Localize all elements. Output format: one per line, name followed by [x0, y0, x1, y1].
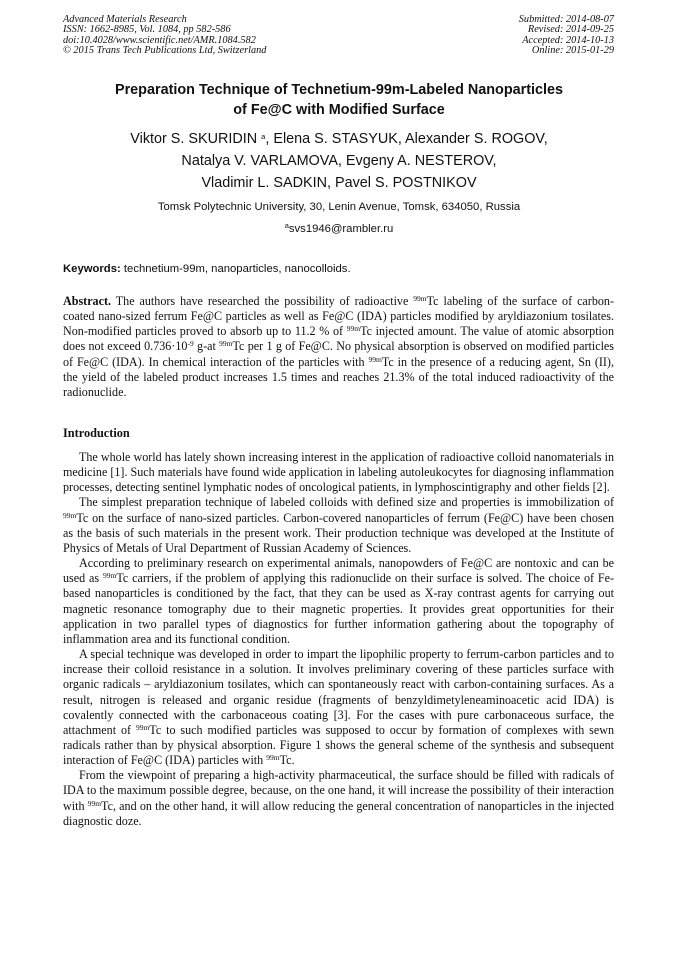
abstract-text: Tc per 1 g of Fe@C. No physical absorption is observed on modified particles of Fe@C (IDA). In chemical interaction of the particles with — [63, 339, 614, 369]
keywords-label: Keywords: — [63, 263, 121, 275]
section-heading-introduction: Introduction — [63, 426, 130, 440]
abstract-text: Tc in the presence of a reducing agent, Sn (II), the yield of the labeled product increases 1.5 times and reaches 21.3% of the total induced radioactivity of the radionuclide. — [63, 354, 614, 399]
journal-name: Advanced Materials Research — [63, 14, 187, 25]
paragraph — [63, 647, 614, 768]
date-revised: Revised: 2014-09-25 — [527, 24, 614, 36]
journal-copyright: © 2015 Trans Tech Publications Ltd, Switzerland — [63, 44, 267, 56]
email-affil-marker: a — [284, 221, 289, 230]
isotope-superscript: 99m — [266, 753, 280, 763]
authors-line-1 — [40, 128, 638, 150]
author-list — [40, 128, 638, 194]
abstract-text: Tc labeling of the surface of carbon-coated nano-sized ferrum Fe@C particles as well as Fe@C (IDA) particles modified by aryldiazonium tosilates. Non-modified particles proved to absorb up to 11.2 % of — [63, 294, 614, 339]
authors-line-3: Vladimir L. SADKIN, Pavel S. POSTNIKOV — [201, 175, 477, 191]
keywords — [63, 263, 351, 275]
paragraph-text: Tc to such modified particles was supposed to occur by formation of complexes with sewn radicals rather than by physical absorption. Figure 1 shows the general scheme of the synthesis and subsequent interaction of Fe@C (IDA) particles with — [63, 722, 614, 768]
date-submitted: Submitted: 2014-08-07 — [518, 14, 614, 25]
isotope-superscript: 99m — [87, 798, 102, 808]
isotope-superscript: 99m — [63, 510, 77, 520]
paragraph: The whole world has lately shown increasing interest in the application of radioactive colloid nanomaterials in medicine [1]. Such materials have found wide application in labeling autoleukocytes for diagnosing inflammation processes, detecting sentinel lymphatic nodes of oncological patients, in lymphoscintigraphy and other fields [2]. — [63, 450, 614, 495]
journal-issn: ISSN: 1662-8985, Vol. 1084, pp 582-586 — [63, 24, 231, 36]
isotope-superscript: 99m — [219, 339, 233, 349]
publication-dates — [519, 15, 614, 56]
author-email — [40, 223, 638, 235]
author-affil-marker: a — [261, 132, 266, 141]
paragraph — [63, 495, 614, 556]
introduction-body — [63, 450, 614, 829]
email-address: svs1946@rambler.ru — [288, 223, 394, 235]
journal-info — [63, 15, 266, 56]
paragraph-text: According to preliminary research on experimental animals, nanopowders of Fe@C are nontoxic and can be used as — [63, 556, 614, 586]
isotope-superscript: 99m — [413, 294, 427, 303]
paragraph — [63, 556, 614, 647]
affiliation: Tomsk Polytechnic University, 30, Lenin Avenue, Tomsk, 634050, Russia — [157, 201, 521, 213]
abstract-label: Abstract. — [63, 294, 112, 308]
isotope-superscript: 99m — [368, 354, 382, 364]
title-line-1: Preparation Technique of Technetium-99m-Labeled Nanoparticles — [114, 82, 564, 98]
paper-title — [40, 80, 638, 120]
paragraph-text: A special technique was developed in order to impart the lipophilic property to ferrum-carbon particles and to increase their colloid resistance in a solution. It involves preliminary covering of these particles surface with organic radicals – aryldiazonium tosilates, which can spontaneously react with carbon-containing surfaces. As a result, nitrogen is released and organic residue (fragments of benzyldimetyleneaminoacetic acid IDA) is covalently connected with the carbonaceous coating [3]. For the cases with pure carbonaceous surface, the attachment of — [63, 647, 614, 737]
journal-doi: doi:10.4028/www.scientific.net/AMR.1084.582 — [63, 34, 256, 46]
authors-line-2: Natalya V. VARLAMOVA, Evgeny A. NESTEROV, — [181, 153, 497, 169]
author-name: Viktor S. SKURIDIN — [130, 131, 258, 147]
isotope-superscript: 99m — [135, 722, 150, 732]
author-names: , Elena S. STASYUK, Alexander S. ROGOV, — [265, 131, 548, 147]
isotope-superscript: 99m — [346, 324, 361, 334]
paragraph-text: The simplest preparation technique of labeled colloids with defined size and properties is immobilization of — [79, 495, 614, 510]
paragraph — [63, 768, 614, 829]
keywords-text: technetium-99m, nanoparticles, nanocolloids. — [120, 263, 351, 275]
title-line-2: of Fe@C with Modified Surface — [233, 102, 445, 118]
paragraph-text: From the viewpoint of preparing a high-activity pharmaceutical, the surface should be filled with radicals of IDA to the maximum possible degree, because, on the one hand, it will increase the possibility of their interaction with — [63, 768, 614, 813]
paragraph-text: Tc carriers, if the problem of applying this radionuclide on their surface is solved. The choice of Fe-based nanoparticles is conditioned by the fact, that they can be used as X-ray contrast agents for carrying out magnetic resonance tomography due to their magnetic properties. It provides great opportunities for their application in two parallel types of diagnostics for further information gathering about the topography of inflammation area and its functional condition. — [63, 571, 615, 646]
paragraph-text: Tc. — [279, 753, 295, 768]
paragraph-text: Tc on the surface of nano-sized particles. Carbon-covered nanoparticles of ferrum (Fe@C) have been chosen as the basis of such materials in the present work. Their production technique was developed at the Institute of Physics of Metals of Ural Department of Russian Academy of Sciences. — [63, 510, 614, 555]
isotope-superscript: 99m — [102, 571, 117, 581]
abstract-text: Tc injected amount. The value of atomic absorption does not exceed 0.736·10 — [63, 324, 615, 354]
paragraph-text: Tc, and on the other hand, it will allow reducing the general concentration of nanoparticles in the injected diagnostic doze. — [63, 798, 614, 828]
abstract — [63, 294, 614, 400]
date-online: Online: 2015-01-29 — [531, 44, 614, 56]
abstract-text: g-at — [193, 339, 220, 354]
abstract-text: The authors have researched the possibility of radioactive — [111, 294, 414, 308]
date-accepted: Accepted: 2014-10-13 — [522, 34, 614, 46]
exponent-superscript: -9 — [187, 339, 194, 349]
